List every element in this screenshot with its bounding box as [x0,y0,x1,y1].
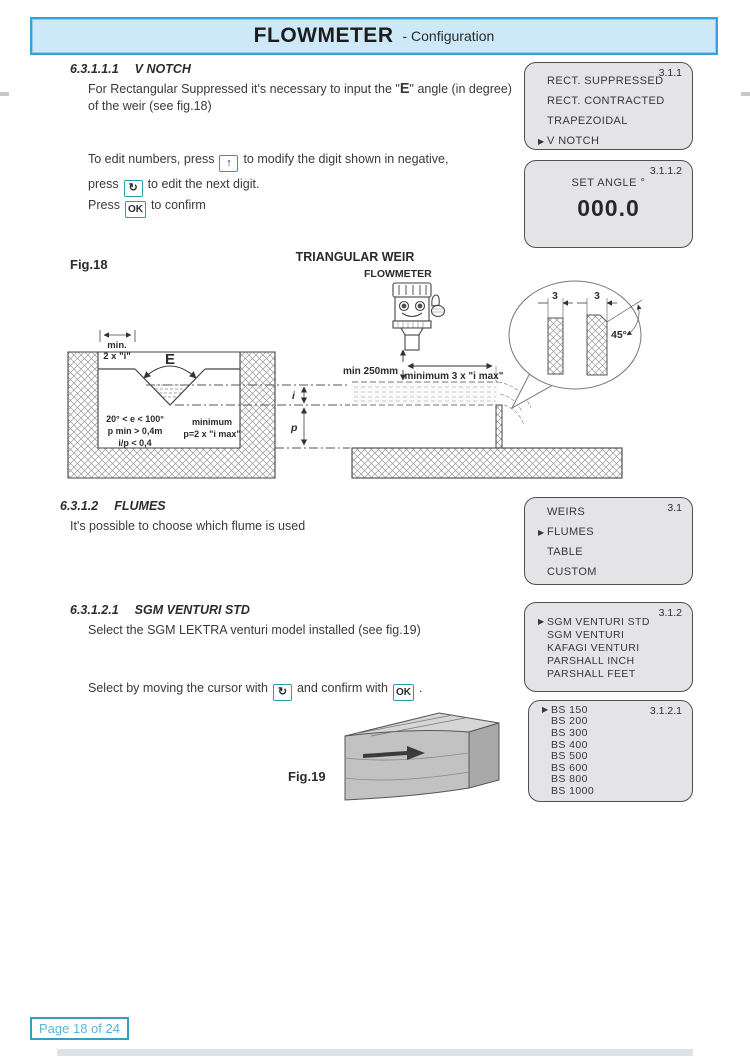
venturi-flume-3d [345,713,499,800]
page-title: FLOWMETER [253,24,394,47]
side-view-channel [352,382,622,478]
bottom-rule [57,1049,693,1056]
v-notch-paragraph [88,81,528,115]
menu-item-label: FLUMES [547,526,595,538]
menu-item-selected [538,615,684,628]
menu-ref-number: 3.1 [667,502,682,514]
menu-item-label: BS 150 [551,703,588,716]
e-angle-label: E [164,351,176,368]
instruction-line-3 [88,197,538,218]
page-number-badge: Page 18 of 24 [30,1017,129,1040]
lcd-menu-venturi-models [528,700,693,802]
menu-item [538,91,684,111]
flowmeter-device-drawing [393,283,445,350]
fig19-label: Fig.19 [288,769,326,784]
fig18-label: Fig.18 [70,257,108,272]
minimum-p-line2: p=2 x "i max" [183,429,241,439]
flowmeter-device-label: FLOWMETER [364,268,432,280]
menu-item [542,739,684,751]
menu-item-label: WEIRS [547,506,586,518]
min-dim-line2: 2 x "i" [103,351,131,362]
venturi-paragraph: Select the SGM LEKTRA venturi model installed (see fig.19) [88,623,421,637]
menu-item [542,716,684,728]
set-angle-label: SET ANGLE ° [571,177,646,189]
lcd-menu-measure-types [524,497,693,585]
detail-balloon [509,281,642,408]
left-registration-mark [0,92,9,96]
cursor-icon: ▶ [538,617,545,626]
menu-item [538,71,684,91]
dim-3-right-label: 3 [594,291,600,302]
section-number: 6.3.1.2 [60,499,99,513]
menu-item-label: BS 200 [551,715,588,728]
paragraph-text: For Rectangular Suppressed it's necessary to input the " [88,82,400,96]
menu-item [542,762,684,774]
page-header [30,17,718,55]
lcd-set-angle [524,160,693,248]
menu-item-label: TABLE [547,546,584,558]
cursor-icon: ▶ [538,527,545,537]
section-number: 6.3.1.2.1 [70,603,119,617]
menu-item [538,628,684,641]
condition-3: i/p < 0,4 [118,438,152,448]
menu-item-label: BS 1000 [551,784,595,797]
fig18-title: TRIANGULAR WEIR [295,250,415,264]
menu-item-label: RECT. CONTRACTED [547,95,665,107]
set-angle-value: 000.0 [577,195,640,221]
section-heading-flumes [60,499,166,513]
lcd-menu-flume-types [524,602,693,692]
section-title: FLUMES [114,499,166,513]
next-digit-key-icon: ↻ [273,684,292,701]
instruction-text: and confirm with [296,681,388,695]
instruction-text: to edit the next digit. [147,177,260,191]
menu-item [538,562,684,582]
condition-2: p min > 0,4m [107,426,163,436]
menu-item-label: PARSHALL INCH [547,654,635,667]
select-instruction-line [88,680,538,701]
next-digit-key-icon: ↻ [124,180,143,197]
instruction-text: Select by moving the cursor with [88,681,268,695]
menu-item-label: CUSTOM [547,566,597,578]
section-heading-v-notch [70,62,191,76]
menu-item [538,654,684,667]
up-arrow-key-icon: ↑ [219,155,238,172]
menu-item-label: BS 800 [551,773,588,786]
v-notch-front-view [68,330,275,478]
menu-item-label: BS 300 [551,726,588,739]
menu-item-label: SGM VENTURI [547,628,625,641]
thumbs-up-hand-icon [432,295,445,317]
menu-item [538,111,684,131]
menu-item [538,667,684,680]
ok-key-icon: OK [393,684,414,701]
menu-item-label: TRAPEZOIDAL [547,115,628,127]
menu-ref-number: 3.1.1 [658,67,682,79]
ok-key-icon: OK [125,201,146,218]
menu-item [542,785,684,797]
condition-1: 20° < e < 100° [106,414,164,424]
minimum-p-line1: minimum [191,417,233,427]
menu-item-label: RECT. SUPPRESSED [547,75,664,87]
instruction-text: Press [88,198,120,212]
min-3imax-label: minimum 3 x "i max" [404,371,504,382]
instruction-text: . [418,681,423,695]
fig19-drawing [337,706,502,802]
cursor-icon: ▶ [542,705,549,715]
section-title: V NOTCH [134,62,191,76]
menu-item [538,502,684,522]
instruction-text: press [88,177,119,191]
instruction-text: To edit numbers, press [88,152,215,166]
menu-item-label: V NOTCH [547,135,600,147]
min-250mm-label: min 250mm [342,366,398,377]
dim-3-left-label: 3 [552,291,558,302]
menu-item [538,542,684,562]
instruction-text: to modify the digit shown in negative, [243,152,449,166]
menu-ref-number: 3.1.1.2 [649,165,682,177]
fig18-drawing [60,278,720,493]
menu-item-label: BS 600 [551,761,588,774]
menu-item-label: SGM VENTURI STD [547,615,650,628]
page-subtitle: - Configuration [402,28,495,44]
lcd-menu-weir-types [524,62,693,150]
menu-item-label: KAFAGI VENTURI [547,641,640,654]
paragraph-text: of the weir (see fig.18) [88,99,212,113]
section-heading-sgm-venturi [70,603,250,617]
section-title: SGM VENTURI STD [134,603,250,617]
dim-i-label: i [292,390,295,402]
menu-item [538,641,684,654]
angle-45-label: 45° [611,329,627,341]
menu-item [542,750,684,762]
flumes-paragraph: It's possible to choose which flume is used [70,519,306,533]
menu-item-label: PARSHALL FEET [547,667,636,680]
menu-item [542,774,684,786]
instruction-line-1 [88,151,538,172]
menu-item-label: BS 500 [551,750,588,763]
menu-item-label: BS 400 [551,738,588,751]
section-number: 6.3.1.1.1 [70,62,119,76]
menu-item [542,727,684,739]
right-registration-mark [741,92,750,96]
menu-item-selected [538,522,684,542]
instruction-text: to confirm [150,198,206,212]
menu-item-selected [538,131,684,151]
paragraph-text: " angle (in degree) [409,82,512,96]
dim-p-label: p [291,422,298,434]
menu-ref-number: 3.1.2.1 [649,705,682,717]
min-dim-line1: min. [107,340,127,351]
menu-item-selected [542,704,684,716]
instruction-line-2 [88,176,538,197]
e-angle-symbol: E [399,81,410,97]
cursor-icon: ▶ [538,136,545,146]
menu-ref-number: 3.1.2 [658,607,682,619]
